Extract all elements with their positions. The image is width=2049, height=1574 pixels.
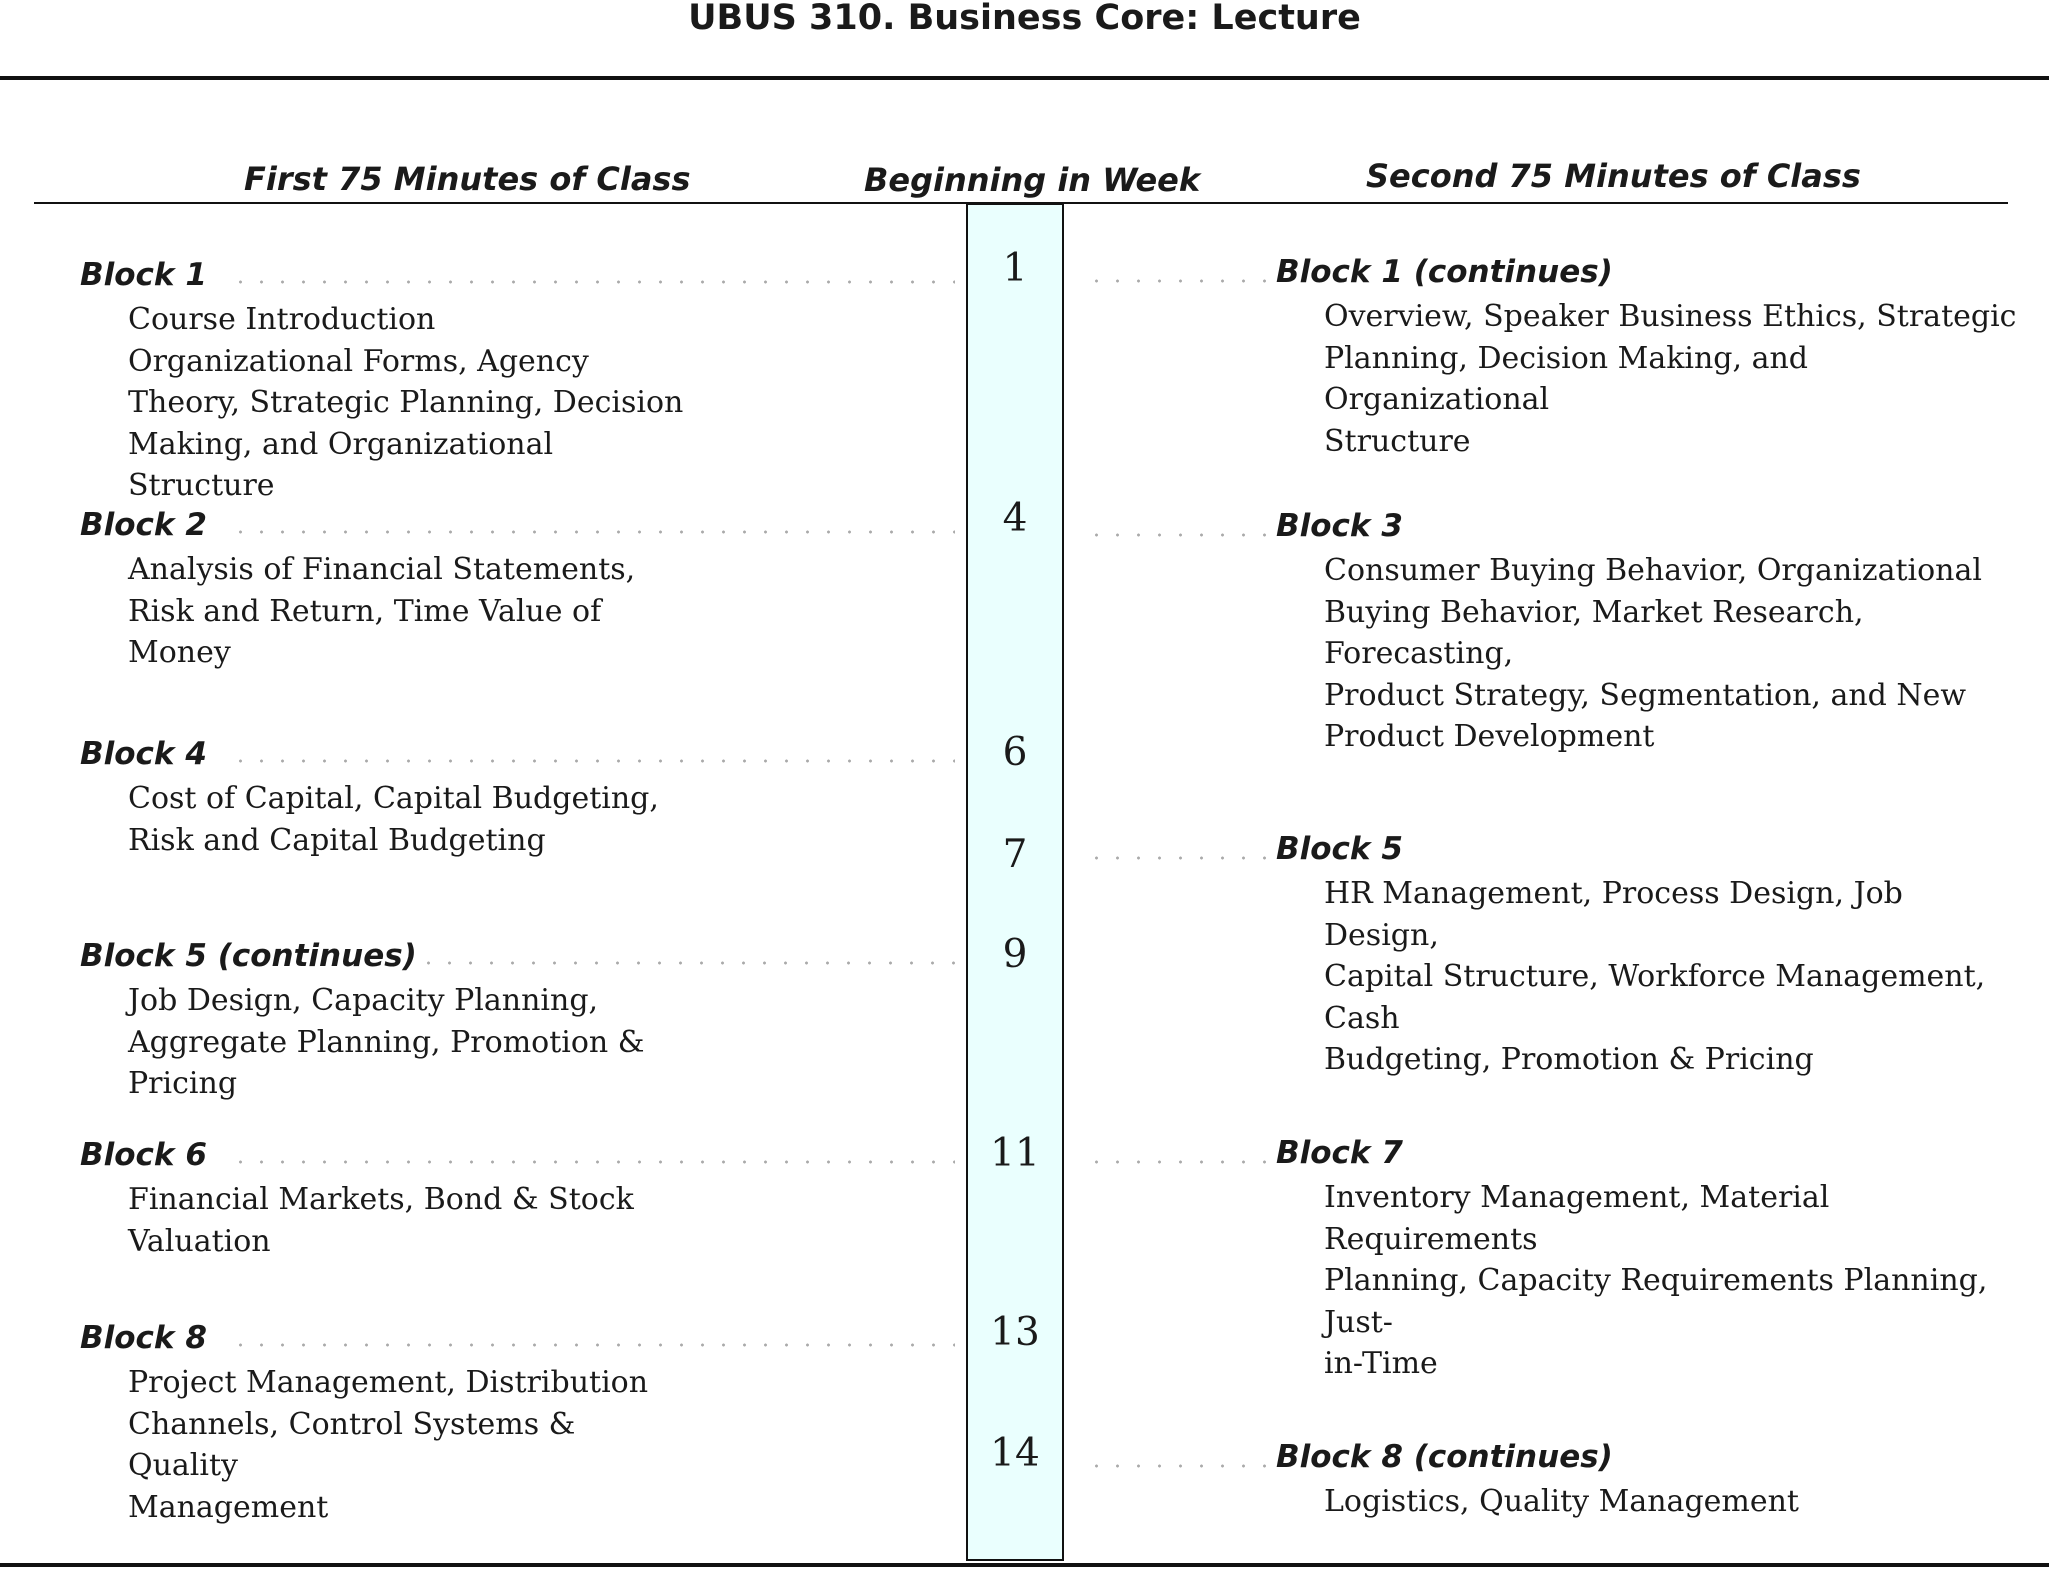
block-title: Block 4 (80, 736, 207, 772)
block-title: Block 2 (80, 507, 207, 543)
week-number: 1 (1002, 246, 1028, 291)
leader-dots (230, 1160, 955, 1164)
week-number: 11 (990, 1131, 1040, 1176)
beginning-in-week-header: Beginning in Week (864, 161, 1201, 199)
block-description: Course Introduction Organizational Forms, Agency Theory, Strategic Planning, Decision Making, and Organizational Structure (128, 302, 684, 503)
block-title: Block 1 (80, 257, 207, 293)
block-title: Block 7 (1276, 1135, 1403, 1171)
leader-dots (230, 530, 955, 534)
week-number: 7 (1002, 832, 1028, 877)
block-description: Financial Markets, Bond & Stock Valuation (128, 1182, 634, 1259)
block-title: Block 8 (80, 1320, 207, 1356)
block-description: Project Management, Distribution Channels, Control Systems & Quality Management (128, 1365, 649, 1525)
bottom-rule (0, 1563, 2049, 1567)
document-title: UBUS 310. Business Core: Lecture (688, 0, 1361, 38)
block-title: Block 5 (1276, 831, 1403, 867)
block-title: Block 5 (continues) (80, 938, 417, 974)
second-75-minutes-header: Second 75 Minutes of Class (1366, 157, 1861, 195)
leader-dots (230, 280, 955, 284)
block-title: Block 1 (continues) (1276, 254, 1613, 290)
block-description: Logistics, Quality Management (1324, 1484, 1799, 1519)
block-description: Job Design, Capacity Planning, Aggregate Planning, Promotion & Pricing (128, 983, 645, 1101)
week-number: 4 (1002, 496, 1028, 541)
block-title: Block 6 (80, 1137, 207, 1173)
leader-dots (1086, 856, 1276, 860)
week-number: 14 (990, 1431, 1040, 1476)
week-column (966, 203, 1064, 1561)
first-75-minutes-header: First 75 Minutes of Class (244, 160, 691, 198)
block-description: Analysis of Financial Statements, Risk and Return, Time Value of Money (128, 552, 636, 670)
leader-dots (230, 759, 955, 763)
week-number: 6 (1002, 730, 1028, 775)
block-description: Consumer Buying Behavior, Organizational Buying Behavior, Market Research, Forecasting, Product Strategy, Segmentation, and New Product Development (1324, 553, 1982, 754)
leader-dots (1086, 279, 1276, 283)
leader-dots (230, 1343, 955, 1347)
block-title: Block 8 (continues) (1276, 1439, 1613, 1475)
block-description: HR Management, Process Design, Job Design, Capital Structure, Workforce Management, Cash Budgeting, Promotion & Pricing (1324, 876, 1986, 1077)
week-number: 13 (990, 1310, 1040, 1355)
top-rule (0, 76, 2049, 80)
leader-dots (1086, 1160, 1276, 1164)
block-description: Cost of Capital, Capital Budgeting, Risk and Capital Budgeting (128, 781, 659, 858)
leader-dots (418, 961, 955, 965)
leader-dots (1086, 1464, 1276, 1468)
block-title: Block 3 (1276, 508, 1403, 544)
block-description: Overview, Speaker Business Ethics, Strategic Planning, Decision Making, and Organizational Structure (1324, 299, 2017, 459)
block-description: Inventory Management, Material Requirements Planning, Capacity Requirements Planning, Just- in-Time (1324, 1180, 1988, 1381)
leader-dots (1086, 533, 1276, 537)
week-number: 9 (1002, 932, 1028, 977)
